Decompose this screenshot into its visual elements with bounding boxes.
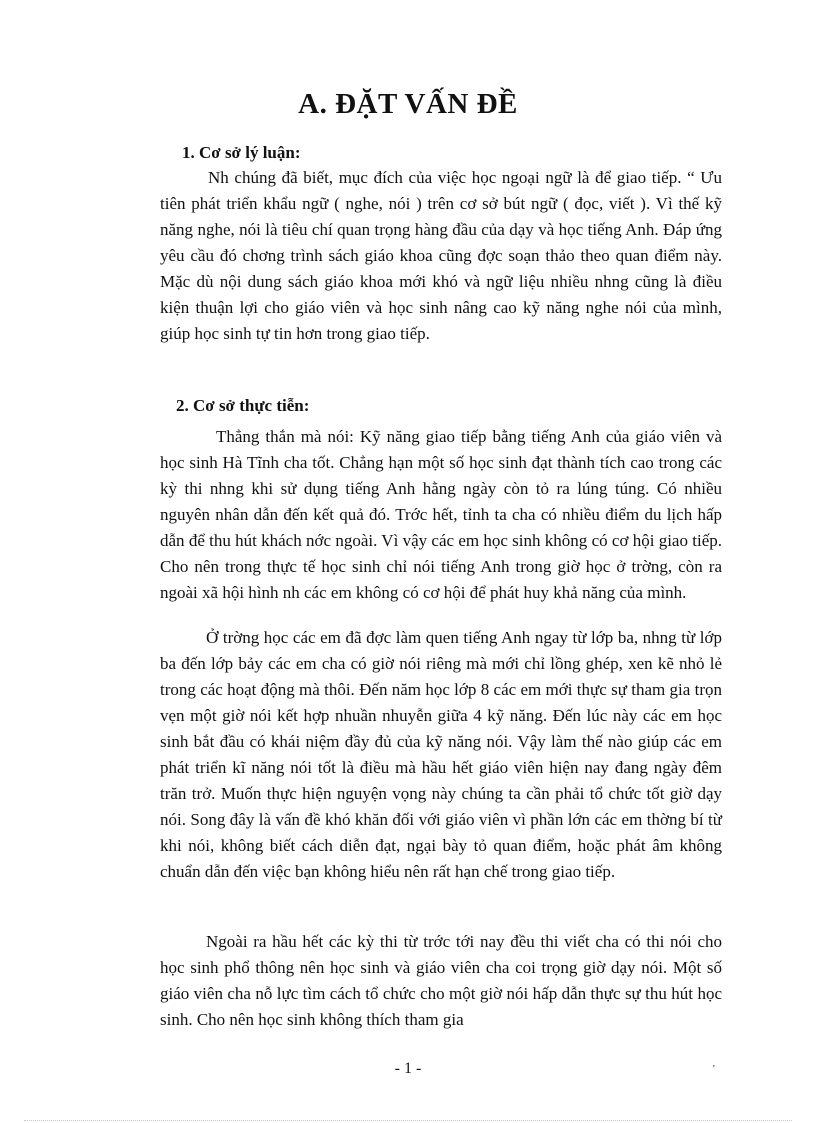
page-number: - 1 - bbox=[394, 1060, 422, 1077]
page-title: A. ĐẶT VẤN ĐỀ bbox=[298, 88, 518, 120]
paragraph-theory: Nh chúng đã biết, mục đích của việc học ngoại ngữ là để giao tiếp. “ Ưu tiên phát triển khẩu ngữ ( nghe, nói ) trên cơ sở bút ngữ ( đọc, viết ). Vì thế kỹ năng nghe, nói là tiêu chí quan trọng hàng đầu của dạy và học tiếng Anh. Đáp ứng yêu cầu đó chơng trình sách giáo khoa cũng đợc soạn thảo theo quan điểm này. Mặc dù nội dung sách giáo khoa mới khó và ngữ liệu nhiều nhng cũng là điều kiện thuận lợi cho giáo viên và học sinh nâng cao kỹ năng nghe nói của mình, giúp học sinh tự tin hơn trong giao tiếp. bbox=[160, 168, 722, 343]
footer-mark: ' bbox=[713, 1064, 715, 1075]
section-heading-theory: 1. Cơ sở lý luận: bbox=[182, 143, 301, 162]
section-heading-practice: 2. Cơ sở thực tiễn: bbox=[176, 396, 310, 415]
paragraph-practice-3: Ngoài ra hầu hết các kỳ thi từ trớc tới nay đều thi viết cha có thi nói cho học sinh phổ thông nên học sinh và giáo viên cha coi trọng giờ dạy nói. Một số giáo viên cha nỗ lực tìm cách tổ chức cho một giờ nói hấp dẫn thực sự thu hút học sinh. Cho nên học sinh không thích tham gia bbox=[160, 932, 722, 1029]
paragraph-practice-2: Ở trờng học các em đã đợc làm quen tiếng Anh ngay từ lớp ba, nhng từ lớp ba đến lớp bảy các em cha có giờ nói riêng mà mới chỉ lồng ghép, xen kẽ nhỏ lẻ trong các hoạt động mà thôi. Đến năm học lớp 8 các em mới thực sự tham gia trọn vẹn một giờ nói kết hợp nhuần nhuyễn giữa 4 kỹ năng. Đến lúc này các em học sinh bắt đầu có khái niệm đầy đủ của kỹ năng nói. Vậy làm thế nào giúp các em phát triển kĩ năng nói tốt là điều mà hầu hết giáo viên hiện nay đang ngày đêm trăn trở. Muốn thực hiện nguyện vọng này chúng ta cần phải tổ chức tốt giờ dạy nói. Song đây là vấn đề khó khăn đối với giáo viên vì phần lớn các em thờng bí từ khi nói, không biết cách diễn đạt, ngại bày tỏ quan điểm, hoặc phát âm không chuẩn dẫn đến việc bạn không hiểu nên rất hạn chế trong giao tiếp. bbox=[160, 628, 722, 881]
page-bottom-divider bbox=[24, 1120, 792, 1121]
paragraph-practice-1: Thẳng thắn mà nói: Kỹ năng giao tiếp bằng tiếng Anh của giáo viên và học sinh Hà Tĩnh cha tốt. Chẳng hạn một số học sinh đạt thành tích cao trong các kỳ thi nhng khi sử dụng tiếng Anh hằng ngày còn tỏ ra lúng túng. Có nhiều nguyên nhân dẫn đến kết quả đó. Trớc hết, tỉnh ta cha có nhiều điểm du lịch hấp dẫn để thu hút khách nớc ngoài. Vì vậy các em học sinh không có cơ hội giao tiếp. Cho nên trong thực tế học sinh chỉ nói tiếng Anh trong giờ học ở trờng, còn ra ngoài xã hội hình nh các em không có cơ hội để phát huy khả năng của mình. bbox=[160, 427, 722, 602]
